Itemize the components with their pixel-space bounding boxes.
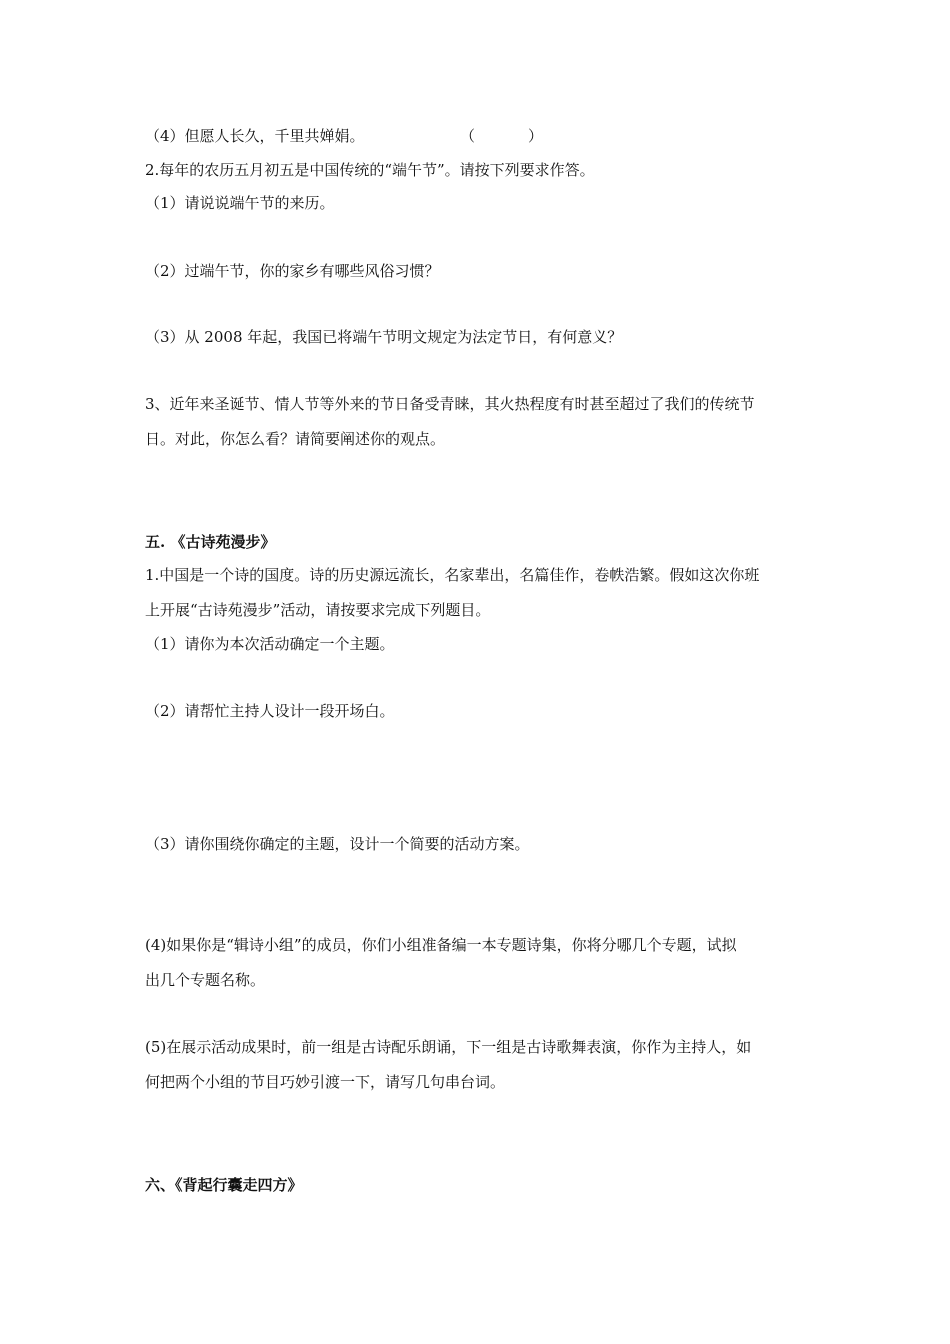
answer-paren-close: ） xyxy=(528,127,544,145)
question-2-2: （2）过端午节，你的家乡有哪些风俗习惯？ xyxy=(145,262,440,280)
section-6-heading: 六、《背起行囊走四方》 xyxy=(145,1176,303,1194)
section-5-question-1-3: （3）请你围绕你确定的主题，设计一个简要的活动方案。 xyxy=(145,835,530,853)
section-5-question-1-5-line-1: (5)在展示活动成果时，前一组是古诗配乐朗诵，下一组是古诗歌舞表演，你作为主持人，如 xyxy=(145,1038,752,1056)
answer-paren-open: （ xyxy=(460,127,476,145)
question-2-3: （3）从 2008 年起，我国已将端午节明文规定为法定节日，有何意义？ xyxy=(145,328,623,346)
section-5-question-1-line-1: 1.中国是一个诗的国度。诗的历史源远流长，名家辈出，名篇佳作，卷帙浩繁。假如这次你班 xyxy=(145,566,760,584)
question-3-line-1: 3、近年来圣诞节、情人节等外来的节日备受青睐，其火热程度有时甚至超过了我们的传统节 xyxy=(145,395,755,413)
section-5-question-1-4-line-2: 出几个专题名称。 xyxy=(145,971,266,989)
question-2-1: （1）请说说端午节的来历。 xyxy=(145,194,335,212)
question-4-4-text: （4）但愿人长久，千里共婵娟。 xyxy=(145,127,365,145)
question-3-line-2: 日。对此，你怎么看？请简要阐述你的观点。 xyxy=(145,430,446,448)
section-5-heading: 五. 《古诗苑漫步》 xyxy=(145,533,276,551)
section-5-question-1-1: （1）请你为本次活动确定一个主题。 xyxy=(145,635,395,653)
section-5-question-1-4-line-1: (4)如果你是“辑诗小组”的成员，你们小组准备编一本专题诗集，你将分哪几个专题，试拟 xyxy=(145,936,737,954)
section-5-question-1-5-line-2: 何把两个小组的节目巧妙引渡一下，请写几句串台词。 xyxy=(145,1073,506,1091)
section-5-question-1-2: （2）请帮忙主持人设计一段开场白。 xyxy=(145,702,395,720)
section-5-question-1-line-2: 上开展“古诗苑漫步”活动，请按要求完成下列题目。 xyxy=(145,601,491,619)
question-2: 2.每年的农历五月初五是中国传统的“端午节”。请按下列要求作答。 xyxy=(145,161,595,179)
